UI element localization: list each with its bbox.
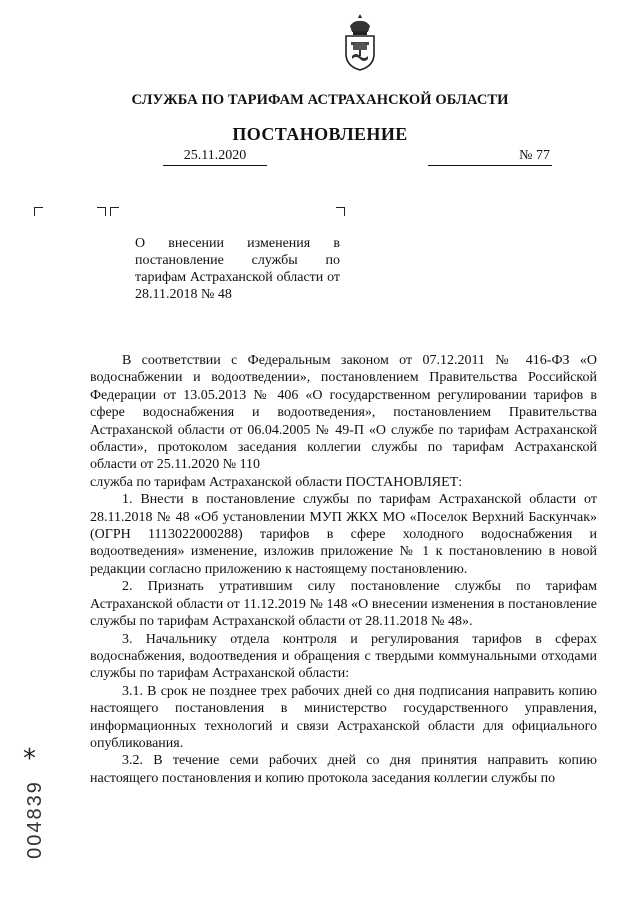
clause-3: 3. Начальнику отдела контроля и регулирования тарифов в сферах водоснабжения, водоотведения и обращения с твердыми коммунальными отходами службы по тарифам Астраханской области: <box>90 631 597 682</box>
clause-3-2: 3.2. В течение семи рабочих дней со дня принятия направить копию настоящего постановления и копию протокола заседания коллегии службы по <box>90 753 597 786</box>
document-body <box>90 352 597 787</box>
clause-1: 1. Внести в постановление службы по тарифам Астраханской области от 28.11.2018 № 48 «Об установлении МУП ЖКХ МО «Поселок Верхний Баскунчак» (ОГРН 1113022000288) тарифов в сфере холодного водоснабжения и водоотведения» изменение, изложив приложение № 1 к постановлению в новой редакции согласно приложению к настоящему постановлению. <box>90 492 597 577</box>
resolution-phrase: служба по тарифам Астраханской области ПОСТАНОВЛЯЕТ: <box>90 474 463 490</box>
document-type-title: ПОСТАНОВЛЕНИЕ <box>232 124 408 144</box>
clause-3-1: 3.1. В срок не позднее трех рабочих дней со дня подписания направить копию настоящего постановления в министерство государственного управления, информационных технологий и связи Астраханской области для официального опубликования. <box>90 683 597 751</box>
corner-mark <box>34 207 43 216</box>
organization-title: СЛУЖБА ПО ТАРИФАМ АСТРАХАНСКОЙ ОБЛАСТИ <box>131 92 509 108</box>
corner-mark <box>110 207 119 216</box>
document-subject: О внесении изменения в постановление службы по тарифам Астраханской области от 28.11.2018 № 48 <box>135 236 340 302</box>
document-date: 25.11.2020 <box>163 147 267 166</box>
corner-mark <box>336 207 345 216</box>
coat-of-arms-emblem <box>340 12 380 72</box>
side-registration-code: 004839 <box>23 780 46 859</box>
document-number: № 77 <box>428 147 552 166</box>
corner-mark <box>97 207 106 216</box>
side-star-mark: * <box>23 744 36 774</box>
preamble-paragraph: В соответствии с Федеральным законом от 07.12.2011 № 416-ФЗ «О водоснабжении и водоотведении», постановлением Правительства Российской Федерации от 13.05.2013 № 406 «О государственном регулировании тарифов в сфере водоснабжения и водоотведения», постановлением Правительства Астраханской области от 06.04.2005 № 49-П «О службе по тарифам Астраханской области», протоколом заседания коллегии службы по тарифам Астраханской области от 25.11.2020 № 110 <box>90 353 597 473</box>
clause-2: 2. Признать утратившим силу постановление службы по тарифам Астраханской области от 11.12.2019 № 148 «О внесении изменения в постановление службы по тарифам Астраханской области от 28.11.2018 № 48». <box>90 579 597 630</box>
